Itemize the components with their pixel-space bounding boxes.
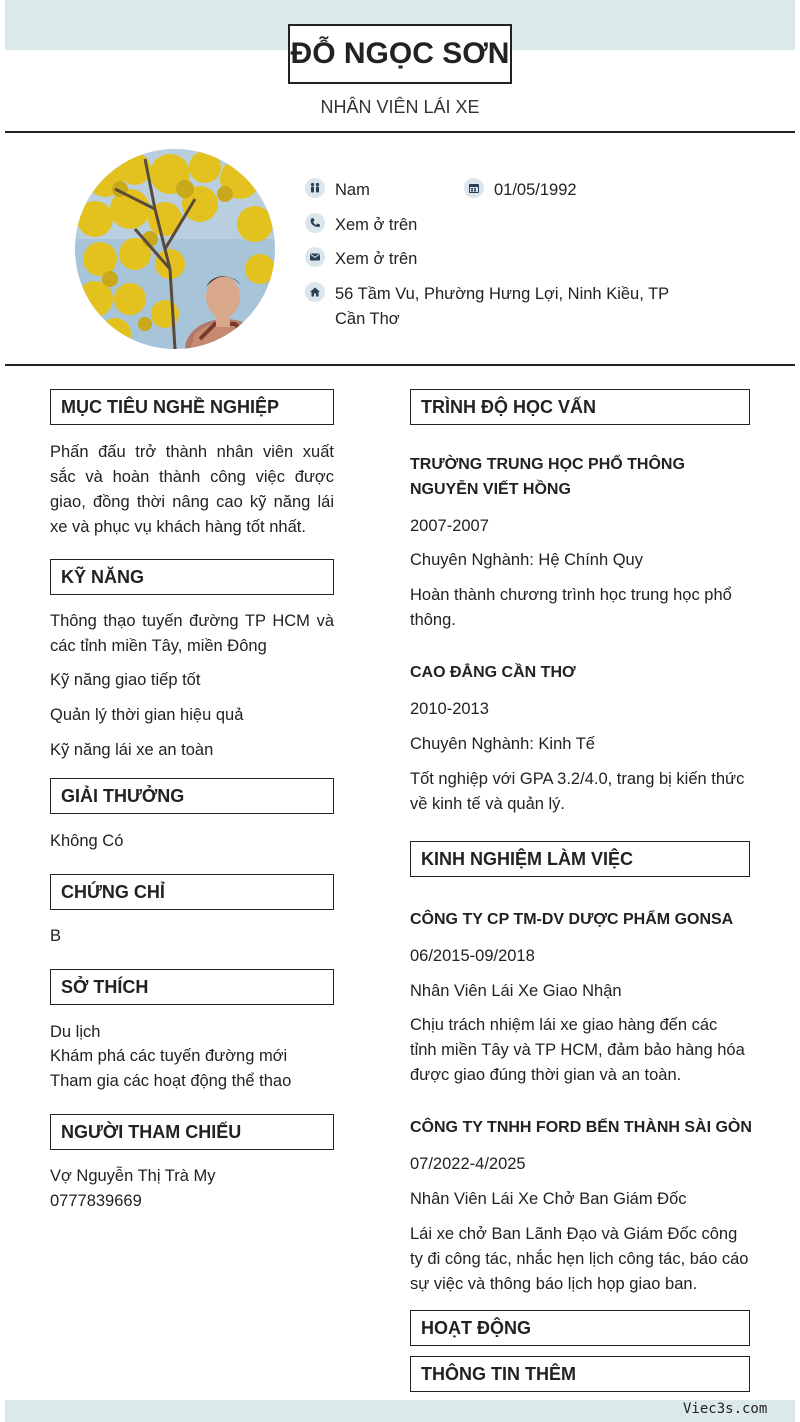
- education-desc: Tốt nghiệp với GPA 3.2/4.0, trang bị kiến thức về kinh tế và quản lý.: [410, 770, 745, 813]
- awards-text: Không Có: [50, 832, 124, 850]
- experience-period: 07/2022-4/2025: [410, 1155, 526, 1173]
- experience-desc: Chịu trách nhiệm lái xe giao hàng đến các tỉnh miền Tây và TP HCM, đảm bảo hàng hóa được giao đúng thời gian và an toàn.: [410, 1016, 745, 1084]
- email-value: Xem ở trên: [335, 250, 418, 268]
- gender-value: Nam: [335, 181, 370, 199]
- experience-company: CÔNG TY CP TM-DV DƯỢC PHẨM GONSA: [410, 911, 734, 928]
- phone-row: [305, 213, 417, 238]
- education-desc: Hoàn thành chương trình học trung học phổ thông.: [410, 586, 732, 629]
- experience-role: Nhân Viên Lái Xe Giao Nhận: [410, 982, 622, 1000]
- hobby-item: Khám phá các tuyến đường mới: [50, 1047, 288, 1065]
- education-school: CAO ĐẲNG CẦN THƠ: [410, 664, 576, 681]
- phone-value: Xem ở trên: [335, 216, 418, 234]
- education-years: 2007-2007: [410, 517, 489, 535]
- email-icon: [305, 247, 325, 267]
- phone-icon: [305, 213, 325, 233]
- education-years: 2010-2013: [410, 700, 489, 718]
- skill-item: Quản lý thời gian hiệu quả: [50, 706, 244, 724]
- certificates-text: B: [50, 927, 62, 945]
- hobby-item: Tham gia các hoạt động thể thao: [50, 1072, 292, 1090]
- bottom-band: [5, 1400, 795, 1422]
- references-heading: NGƯỜI THAM CHIẾU: [50, 1114, 334, 1150]
- calendar-icon: [464, 178, 484, 198]
- home-icon: [305, 282, 325, 302]
- experience-role: Nhân Viên Lái Xe Chở Ban Giám Đốc: [410, 1190, 687, 1208]
- birthday-value: 01/05/1992: [494, 181, 577, 199]
- divider-top: [5, 131, 795, 133]
- reference-item: 0777839669: [50, 1192, 142, 1210]
- birthday-row: [464, 178, 577, 203]
- education-heading: TRÌNH ĐỘ HỌC VẤN: [410, 389, 750, 425]
- skills-heading: KỸ NĂNG: [50, 559, 334, 595]
- reference-item: Vợ Nguyễn Thị Trà My: [50, 1167, 216, 1185]
- experience-heading: KINH NGHIỆM LÀM VIỆC: [410, 841, 750, 877]
- education-school: TRƯỜNG TRUNG HỌC PHỔ THÔNG NGUYỄN VIẾT HỒNG: [410, 456, 685, 498]
- objective-heading: MỤC TIÊU NGHỀ NGHIỆP: [50, 389, 334, 425]
- avatar-photo: [75, 149, 275, 349]
- education-major: Chuyên Nghành: Hệ Chính Quy: [410, 551, 643, 569]
- activities-heading: HOẠT ĐỘNG: [410, 1310, 750, 1346]
- skill-item: Kỹ năng giao tiếp tốt: [50, 671, 201, 689]
- email-row: [305, 247, 417, 272]
- education-major: Chuyên Nghành: Kinh Tế: [410, 735, 595, 753]
- skill-item: Thông thạo tuyến đường TP HCM và các tỉnh miền Tây, miền Đông: [50, 612, 334, 655]
- more-info-heading: THÔNG TIN THÊM: [410, 1356, 750, 1392]
- candidate-name: ĐỖ NGỌC SƠN: [288, 24, 512, 84]
- awards-heading: GIẢI THƯỞNG: [50, 778, 334, 814]
- certificates-heading: CHỨNG CHỈ: [50, 874, 334, 910]
- job-title: NHÂN VIÊN LÁI XE: [320, 97, 480, 117]
- divider-middle: [5, 364, 795, 366]
- gender-row: [305, 178, 370, 203]
- hobby-item: Du lịch: [50, 1023, 101, 1041]
- gender-icon: [305, 178, 325, 198]
- skill-item: Kỹ năng lái xe an toàn: [50, 741, 214, 759]
- address-value: 56 Tầm Vu, Phường Hưng Lợi, Ninh Kiều, TP Cần Thơ: [335, 285, 669, 328]
- avatar: [75, 149, 275, 349]
- address-row: [305, 282, 675, 332]
- hobbies-heading: SỞ THÍCH: [50, 969, 334, 1005]
- watermark: Viec3s.com: [683, 1401, 768, 1417]
- experience-period: 06/2015-09/2018: [410, 947, 535, 965]
- experience-desc: Lái xe chở Ban Lãnh Đạo và Giám Đốc công ty đi công tác, nhắc hẹn lịch công tác, báo cáo sự việc và thông báo lịch họp giao ban.: [410, 1225, 749, 1293]
- objective-text: Phấn đấu trở thành nhân viên xuất sắc và hoàn thành công việc được giao, đồng thời nâng cao kỹ năng lái xe và phục vụ khách hàng tốt nhất.: [50, 443, 334, 536]
- experience-company: CÔNG TY TNHH FORD BẾN THÀNH SÀI GÒN: [410, 1119, 752, 1136]
